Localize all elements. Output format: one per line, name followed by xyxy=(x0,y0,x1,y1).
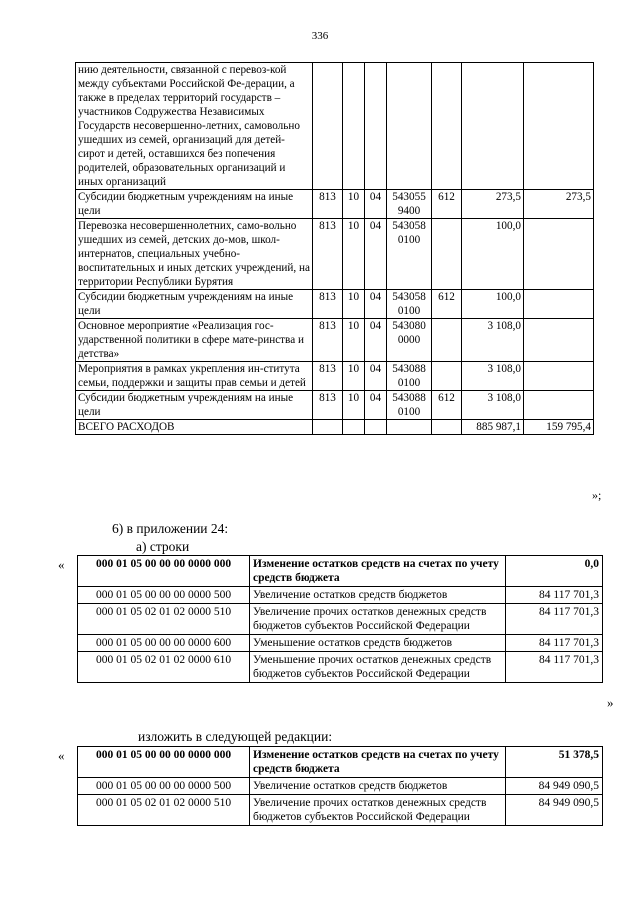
table-row xyxy=(76,63,594,190)
table-row xyxy=(78,652,603,683)
table-cell-vr xyxy=(432,420,462,435)
table-cell-name: нию деятельности, связанной с перевоз-кой между субъектами Российской Фе-дерации, а также в пределах территорий государств – участников Содружества Независимых Государств несовершенно-летних, самовольно ушедших из семей, организаций для детей-сирот и детей, оставшихся без попечения родителей, образовательных организаций и иных организаций xyxy=(76,63,313,190)
table-cell-rz xyxy=(343,420,365,435)
table-cell-csr: 543058 0100 xyxy=(387,290,432,319)
table-cell-sum2 xyxy=(524,391,594,420)
table-cell-ved: 813 xyxy=(313,190,343,219)
table-row xyxy=(78,587,603,604)
table-cell-ved: 813 xyxy=(313,391,343,420)
table-cell-sum2: 159 795,4 xyxy=(524,420,594,435)
table-cell-rz: 10 xyxy=(343,319,365,362)
table-cell-rz: 10 xyxy=(343,219,365,290)
table-cell-amount: 84 949 090,5 xyxy=(506,778,603,795)
open-quote: « xyxy=(58,557,65,572)
table-cell-name: ВСЕГО РАСХОДОВ xyxy=(76,420,313,435)
table-cell-amount: 84 949 090,5 xyxy=(506,795,603,826)
table-cell-name: Перевозка несовершеннолетних, само-вольно ушедших из семей, детских до-мов, школ-интернатов, специальных учебно-воспитательных и иных детских учреждений, на территории Республики Бурятия xyxy=(76,219,313,290)
table-row xyxy=(76,190,594,219)
table-cell-sum2 xyxy=(524,319,594,362)
table-cell-amount: 84 117 701,3 xyxy=(506,604,603,635)
table-row xyxy=(76,391,594,420)
table-cell-code: 000 01 05 00 00 00 0000 000 xyxy=(78,747,250,778)
table-cell-pr: 04 xyxy=(365,219,387,290)
table-cell-sum1: 3 108,0 xyxy=(462,319,524,362)
table-cell-pr xyxy=(365,63,387,190)
table-cell-sum1: 273,5 xyxy=(462,190,524,219)
table-row xyxy=(78,635,603,652)
table-cell-name: Увеличение остатков средств бюджетов xyxy=(250,587,506,604)
table-cell-csr: 543088 0100 xyxy=(387,391,432,420)
table-row xyxy=(78,747,603,778)
table-cell-ved: 813 xyxy=(313,290,343,319)
table-cell-name: Субсидии бюджетным учреждениям на иные цели xyxy=(76,391,313,420)
table-cell-sum1: 3 108,0 xyxy=(462,391,524,420)
table-cell-name: Уменьшение остатков средств бюджетов xyxy=(250,635,506,652)
table-row xyxy=(78,778,603,795)
table-cell-name: Основное мероприятие «Реализация гос-ударственной политики в сфере мате-ринства и детства» xyxy=(76,319,313,362)
table-cell-amount: 0,0 xyxy=(506,556,603,587)
table-cell-ved xyxy=(313,63,343,190)
table-cell-sum1: 100,0 xyxy=(462,290,524,319)
table-cell-name: Мероприятия в рамках укрепления ин-ститута семьи, поддержки и защиты прав семьи и детей xyxy=(76,362,313,391)
table-cell-vr xyxy=(432,319,462,362)
item-a-heading: а) строки xyxy=(136,539,190,554)
table-cell-vr xyxy=(432,63,462,190)
table-cell-ved: 813 xyxy=(313,219,343,290)
item-6-heading: 6) в приложении 24: xyxy=(112,521,229,536)
new-edition-heading: изложить в следующей редакции: xyxy=(138,729,333,744)
table-cell-vr xyxy=(432,219,462,290)
table-cell-pr: 04 xyxy=(365,391,387,420)
table-cell-csr: 543080 0000 xyxy=(387,319,432,362)
table-row xyxy=(76,219,594,290)
table-cell-name: Изменение остатков средств на счетах по учету средств бюджета xyxy=(250,556,506,587)
table-cell-amount: 84 117 701,3 xyxy=(506,635,603,652)
table-cell-name: Увеличение прочих остатков денежных средств бюджетов субъектов Российской Федерации xyxy=(250,795,506,826)
table-cell-name: Субсидии бюджетным учреждениям на иные цели xyxy=(76,290,313,319)
table-cell-sum2 xyxy=(524,290,594,319)
table-cell-vr: 612 xyxy=(432,290,462,319)
page-number: 336 xyxy=(311,30,329,42)
new-rows-table xyxy=(77,746,603,826)
table-cell-rz: 10 xyxy=(343,290,365,319)
close-quote: » xyxy=(607,695,614,710)
table-cell-csr: 543058 0100 xyxy=(387,219,432,290)
expenses-table xyxy=(75,62,594,435)
table-cell-ved: 813 xyxy=(313,362,343,391)
table-cell-rz: 10 xyxy=(343,391,365,420)
table-cell-sum2: 273,5 xyxy=(524,190,594,219)
table-cell-code: 000 01 05 02 01 02 0000 510 xyxy=(78,795,250,826)
table-cell-vr: 612 xyxy=(432,391,462,420)
table-cell-pr: 04 xyxy=(365,362,387,391)
table-cell-pr xyxy=(365,420,387,435)
table-cell-rz xyxy=(343,63,365,190)
table-cell-vr xyxy=(432,362,462,391)
table-cell-name: Увеличение остатков средств бюджетов xyxy=(250,778,506,795)
table-cell-sum1: 885 987,1 xyxy=(462,420,524,435)
table-cell-code: 000 01 05 00 00 00 0000 500 xyxy=(78,587,250,604)
table-cell-csr xyxy=(387,420,432,435)
table-cell-amount: 84 117 701,3 xyxy=(506,652,603,683)
table-row xyxy=(76,420,594,435)
table-cell-pr: 04 xyxy=(365,290,387,319)
table-cell-amount: 84 117 701,3 xyxy=(506,587,603,604)
open-quote-new: « xyxy=(58,748,65,763)
table-row xyxy=(76,362,594,391)
table-cell-sum2 xyxy=(524,219,594,290)
table-cell-pr: 04 xyxy=(365,190,387,219)
table-row xyxy=(78,556,603,587)
table-cell-amount: 51 378,5 xyxy=(506,747,603,778)
table-cell-name: Изменение остатков средств на счетах по учету средств бюджета xyxy=(250,747,506,778)
table-cell-csr xyxy=(387,63,432,190)
table-cell-code: 000 01 05 02 01 02 0000 510 xyxy=(78,604,250,635)
table-cell-code: 000 01 05 00 00 00 0000 600 xyxy=(78,635,250,652)
table-row xyxy=(76,290,594,319)
table-cell-name: Уменьшение прочих остатков денежных средств бюджетов субъектов Российской Федерации xyxy=(250,652,506,683)
table-cell-sum1 xyxy=(462,63,524,190)
table-cell-sum2 xyxy=(524,362,594,391)
table-row xyxy=(76,319,594,362)
table-cell-code: 000 01 05 00 00 00 0000 000 xyxy=(78,556,250,587)
table-cell-name: Субсидии бюджетным учреждениям на иные цели xyxy=(76,190,313,219)
table-row xyxy=(78,795,603,826)
table-cell-csr: 543088 0100 xyxy=(387,362,432,391)
table-cell-rz: 10 xyxy=(343,362,365,391)
table-cell-sum2 xyxy=(524,63,594,190)
table-cell-ved: 813 xyxy=(313,319,343,362)
closing-quote-mark: »; xyxy=(592,488,602,502)
table-cell-ved xyxy=(313,420,343,435)
table-cell-pr: 04 xyxy=(365,319,387,362)
table-cell-name: Увеличение прочих остатков денежных средств бюджетов субъектов Российской Федерации xyxy=(250,604,506,635)
table-cell-csr: 543055 9400 xyxy=(387,190,432,219)
table-cell-sum1: 100,0 xyxy=(462,219,524,290)
table-cell-vr: 612 xyxy=(432,190,462,219)
table-row xyxy=(78,604,603,635)
table-cell-sum1: 3 108,0 xyxy=(462,362,524,391)
table-cell-code: 000 01 05 02 01 02 0000 610 xyxy=(78,652,250,683)
table-cell-code: 000 01 05 00 00 00 0000 500 xyxy=(78,778,250,795)
table-cell-rz: 10 xyxy=(343,190,365,219)
old-rows-table xyxy=(77,555,603,683)
